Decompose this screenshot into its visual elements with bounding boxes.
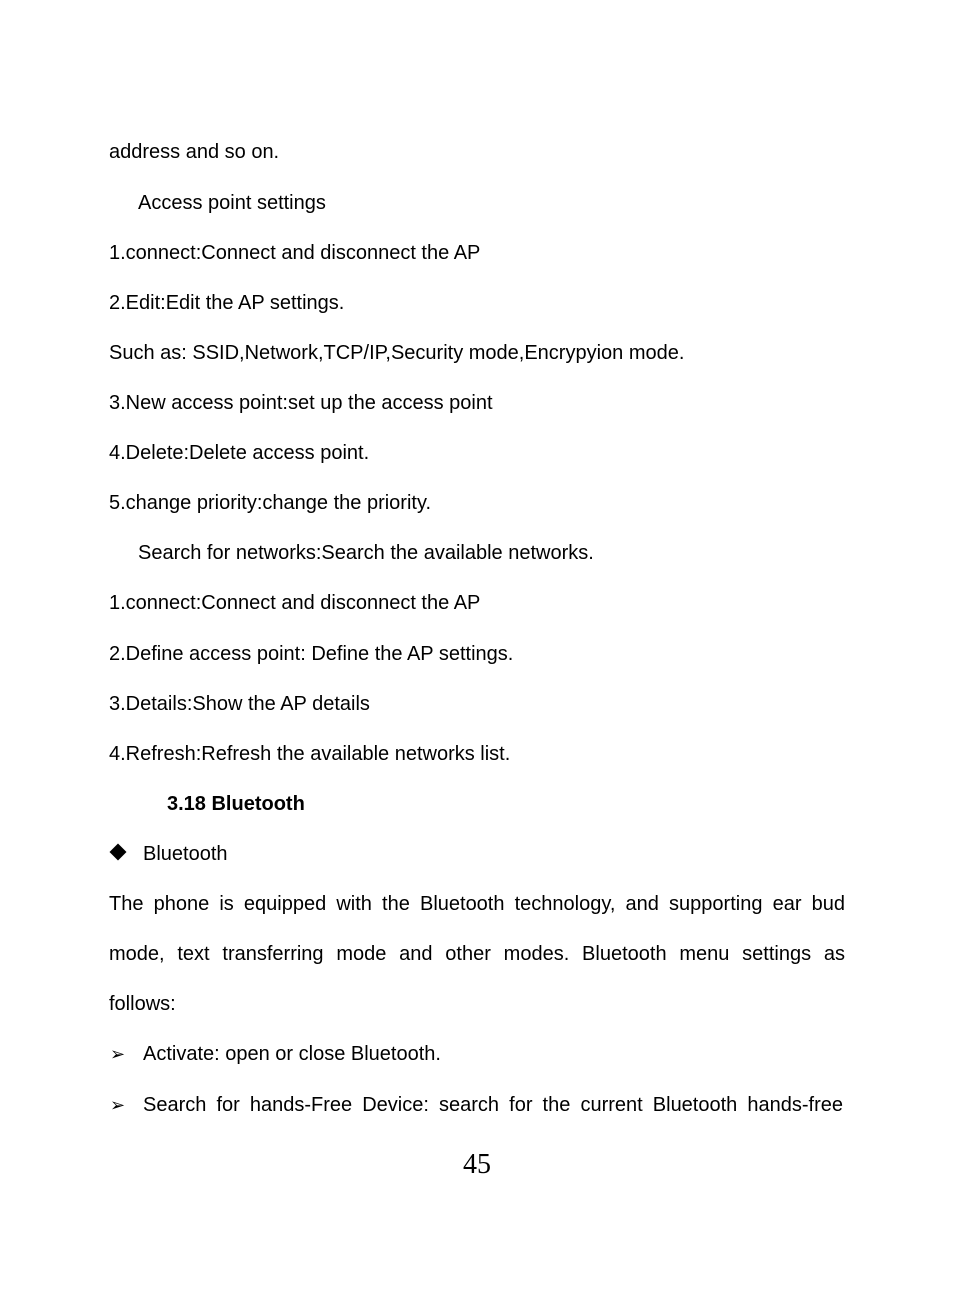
text-line: 1.connect:Connect and disconnect the AP <box>109 592 481 614</box>
paragraph-line: mode, text transferring mode and other modes. Bluetooth menu settings as <box>109 943 845 965</box>
text-line: 4.Refresh:Refresh the available networks list. <box>109 743 511 765</box>
text-line: 2.Edit:Edit the AP settings. <box>109 292 345 314</box>
text-line: 3.New access point:set up the access point <box>109 392 493 414</box>
arrow-list-item-text: Search for hands-Free Device: search for the current Bluetooth hands-free <box>143 1094 843 1116</box>
subsection-label-access-point-settings: Access point settings <box>138 192 326 214</box>
text-line: 2.Define access point: Define the AP settings. <box>109 643 514 665</box>
text-line: 1.connect:Connect and disconnect the AP <box>109 242 481 264</box>
arrow-list-item <box>109 1042 441 1066</box>
section-heading: 3.18 Bluetooth <box>167 793 305 815</box>
text-line: 5.change priority:change the priority. <box>109 492 432 514</box>
paragraph-line: follows: <box>109 993 176 1015</box>
bullet-heading-row <box>109 842 228 866</box>
arrow-bullet-icon: ➢ <box>110 1095 126 1115</box>
bullet-heading-text: Bluetooth <box>143 843 228 865</box>
subsection-label-search-for-networks: Search for networks:Search the available networks. <box>138 542 594 564</box>
arrow-list-item-text: Activate: open or close Bluetooth. <box>143 1043 441 1065</box>
arrow-bullet-icon: ➢ <box>110 1044 126 1064</box>
text-line: address and so on. <box>109 141 280 163</box>
text-line: 3.Details:Show the AP details <box>109 693 370 715</box>
page-number: 45 <box>463 1149 491 1180</box>
text-line: 4.Delete:Delete access point. <box>109 442 370 464</box>
arrow-list-item <box>109 1093 845 1117</box>
paragraph-line: The phone is equipped with the Bluetooth technology, and supporting ear bud <box>109 893 845 915</box>
diamond-bullet-icon <box>109 842 143 866</box>
text-line: Such as: SSID,Network,TCP/IP,Security mode,Encrypyion mode. <box>109 342 685 364</box>
